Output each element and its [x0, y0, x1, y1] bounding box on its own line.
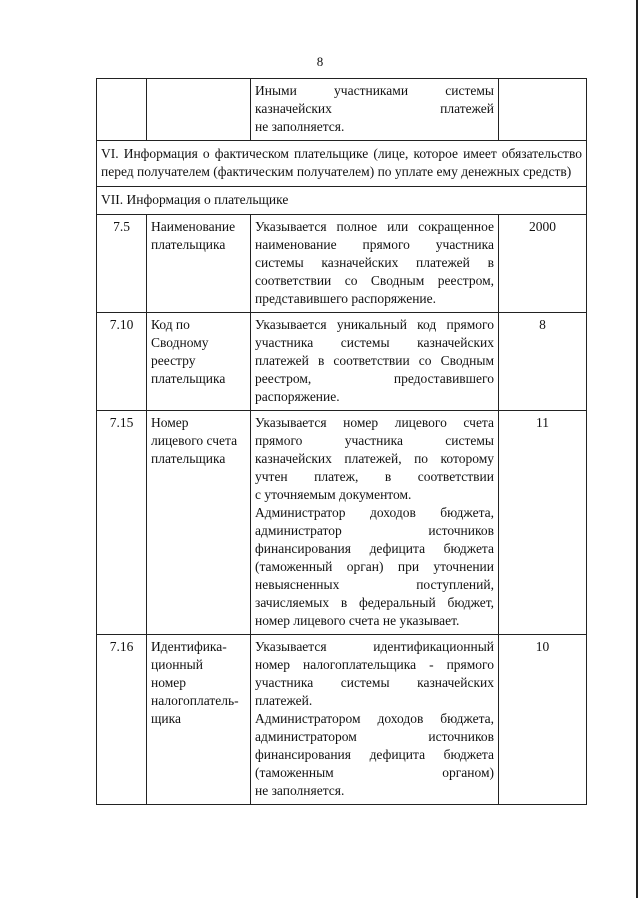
- cell-num: 7.15: [97, 411, 147, 635]
- section-row-vi: [97, 141, 587, 187]
- desc-line: Администратор доходов бюджета,: [255, 505, 494, 520]
- desc-line: Иными участниками системы: [255, 83, 494, 98]
- table-row-continuation: [97, 79, 587, 141]
- name-line: Сводному: [151, 335, 209, 350]
- desc-line: платежей.: [255, 693, 313, 708]
- cell-name: [147, 313, 251, 411]
- name-line: плательщика: [151, 237, 226, 252]
- desc-line: Указывается идентификационный: [255, 639, 494, 654]
- cell-code: [499, 79, 587, 141]
- desc-line: участника системы казначейских: [255, 675, 494, 690]
- cell-num: [97, 79, 147, 141]
- desc-line: с уточняемым документом.: [255, 487, 412, 502]
- cell-code: 10: [499, 635, 587, 805]
- desc-line: соответствии со Сводным реестром,: [255, 273, 494, 288]
- desc-line: Указывается уникальный код прямого: [255, 317, 494, 332]
- desc-line: номер налогоплательщика - прямого: [255, 657, 494, 672]
- cell-code: 2000: [499, 215, 587, 313]
- cell-description: [251, 411, 499, 635]
- table-row-7-10: [97, 313, 587, 411]
- cell-description: [251, 313, 499, 411]
- name-line: номер: [151, 675, 187, 690]
- cell-name: [147, 411, 251, 635]
- name-line: щика: [151, 711, 181, 726]
- cell-num: 7.10: [97, 313, 147, 411]
- cell-code: 11: [499, 411, 587, 635]
- desc-line: зачисляемых в федеральный бюджет,: [255, 595, 494, 610]
- name-line: Код по: [151, 317, 190, 332]
- name-line: Номер: [151, 415, 189, 430]
- page-number: 8: [316, 54, 324, 69]
- desc-line: администратор источников: [255, 523, 494, 538]
- cell-code: 8: [499, 313, 587, 411]
- name-line: Наименование: [151, 219, 236, 234]
- desc-line: представившего распоряжение.: [255, 291, 437, 306]
- cell-num: 7.16: [97, 635, 147, 805]
- table-row-7-5: [97, 215, 587, 313]
- cell-description: [251, 215, 499, 313]
- table-row-7-16: [97, 635, 587, 805]
- name-line: налогоплатель-: [151, 693, 239, 708]
- desc-line: невыясненных поступлений,: [255, 577, 494, 592]
- desc-line: распоряжение.: [255, 389, 340, 404]
- desc-line: (таможенный орган) при уточнении: [255, 559, 494, 574]
- desc-line: реестром, предоставившего: [255, 371, 494, 386]
- desc-line: финансирования дефицита бюджета: [255, 541, 494, 556]
- desc-line: казначейских платежей, по которому: [255, 451, 494, 466]
- desc-line: учтен платеж, в соответствии: [255, 469, 494, 484]
- desc-line: прямого участника системы: [255, 433, 494, 448]
- desc-line: системы казначейских платежей в: [255, 255, 494, 270]
- cell-name: [147, 79, 251, 141]
- name-line: реестру: [151, 353, 196, 368]
- cell-num: 7.5: [97, 215, 147, 313]
- desc-line: номер лицевого счета не указывает.: [255, 613, 460, 628]
- desc-line: администратором источников: [255, 729, 494, 744]
- name-line: Идентифика-: [151, 639, 227, 654]
- section-heading-vii: VII. Информация о плательщике: [97, 187, 587, 215]
- desc-line: (таможенным органом): [255, 765, 494, 780]
- desc-line: платежей в соответствии со Сводным: [255, 353, 494, 368]
- desc-line: Администратором доходов бюджета,: [255, 711, 494, 726]
- cell-name: [147, 635, 251, 805]
- desc-line: финансирования дефицита бюджета: [255, 747, 494, 762]
- name-line: лицевого счета: [151, 433, 238, 448]
- desc-line: казначейских платежей: [255, 101, 494, 116]
- scan-margin-mark: [636, 0, 638, 898]
- cell-description: [251, 79, 499, 141]
- name-line: плательщика: [151, 371, 226, 386]
- section-row-vii: [97, 187, 587, 215]
- desc-line: наименование прямого участника: [255, 237, 494, 252]
- desc-line: не заполняется.: [255, 783, 345, 798]
- desc-line: не заполняется.: [255, 119, 345, 134]
- field-table: [96, 78, 587, 805]
- desc-line: участника системы казначейских: [255, 335, 494, 350]
- cell-description: [251, 635, 499, 805]
- desc-line: Указывается номер лицевого счета: [255, 415, 494, 430]
- desc-line: Указывается полное или сокращенное: [255, 219, 494, 234]
- section-heading-vi: VI. Информация о фактическом плательщике (лице, которое имеет обязательство перед получателем (фактическим получателем) по уплате ему денежных средств): [97, 141, 587, 187]
- table-row-7-15: [97, 411, 587, 635]
- cell-name: [147, 215, 251, 313]
- name-line: ционный: [151, 657, 203, 672]
- name-line: плательщика: [151, 451, 226, 466]
